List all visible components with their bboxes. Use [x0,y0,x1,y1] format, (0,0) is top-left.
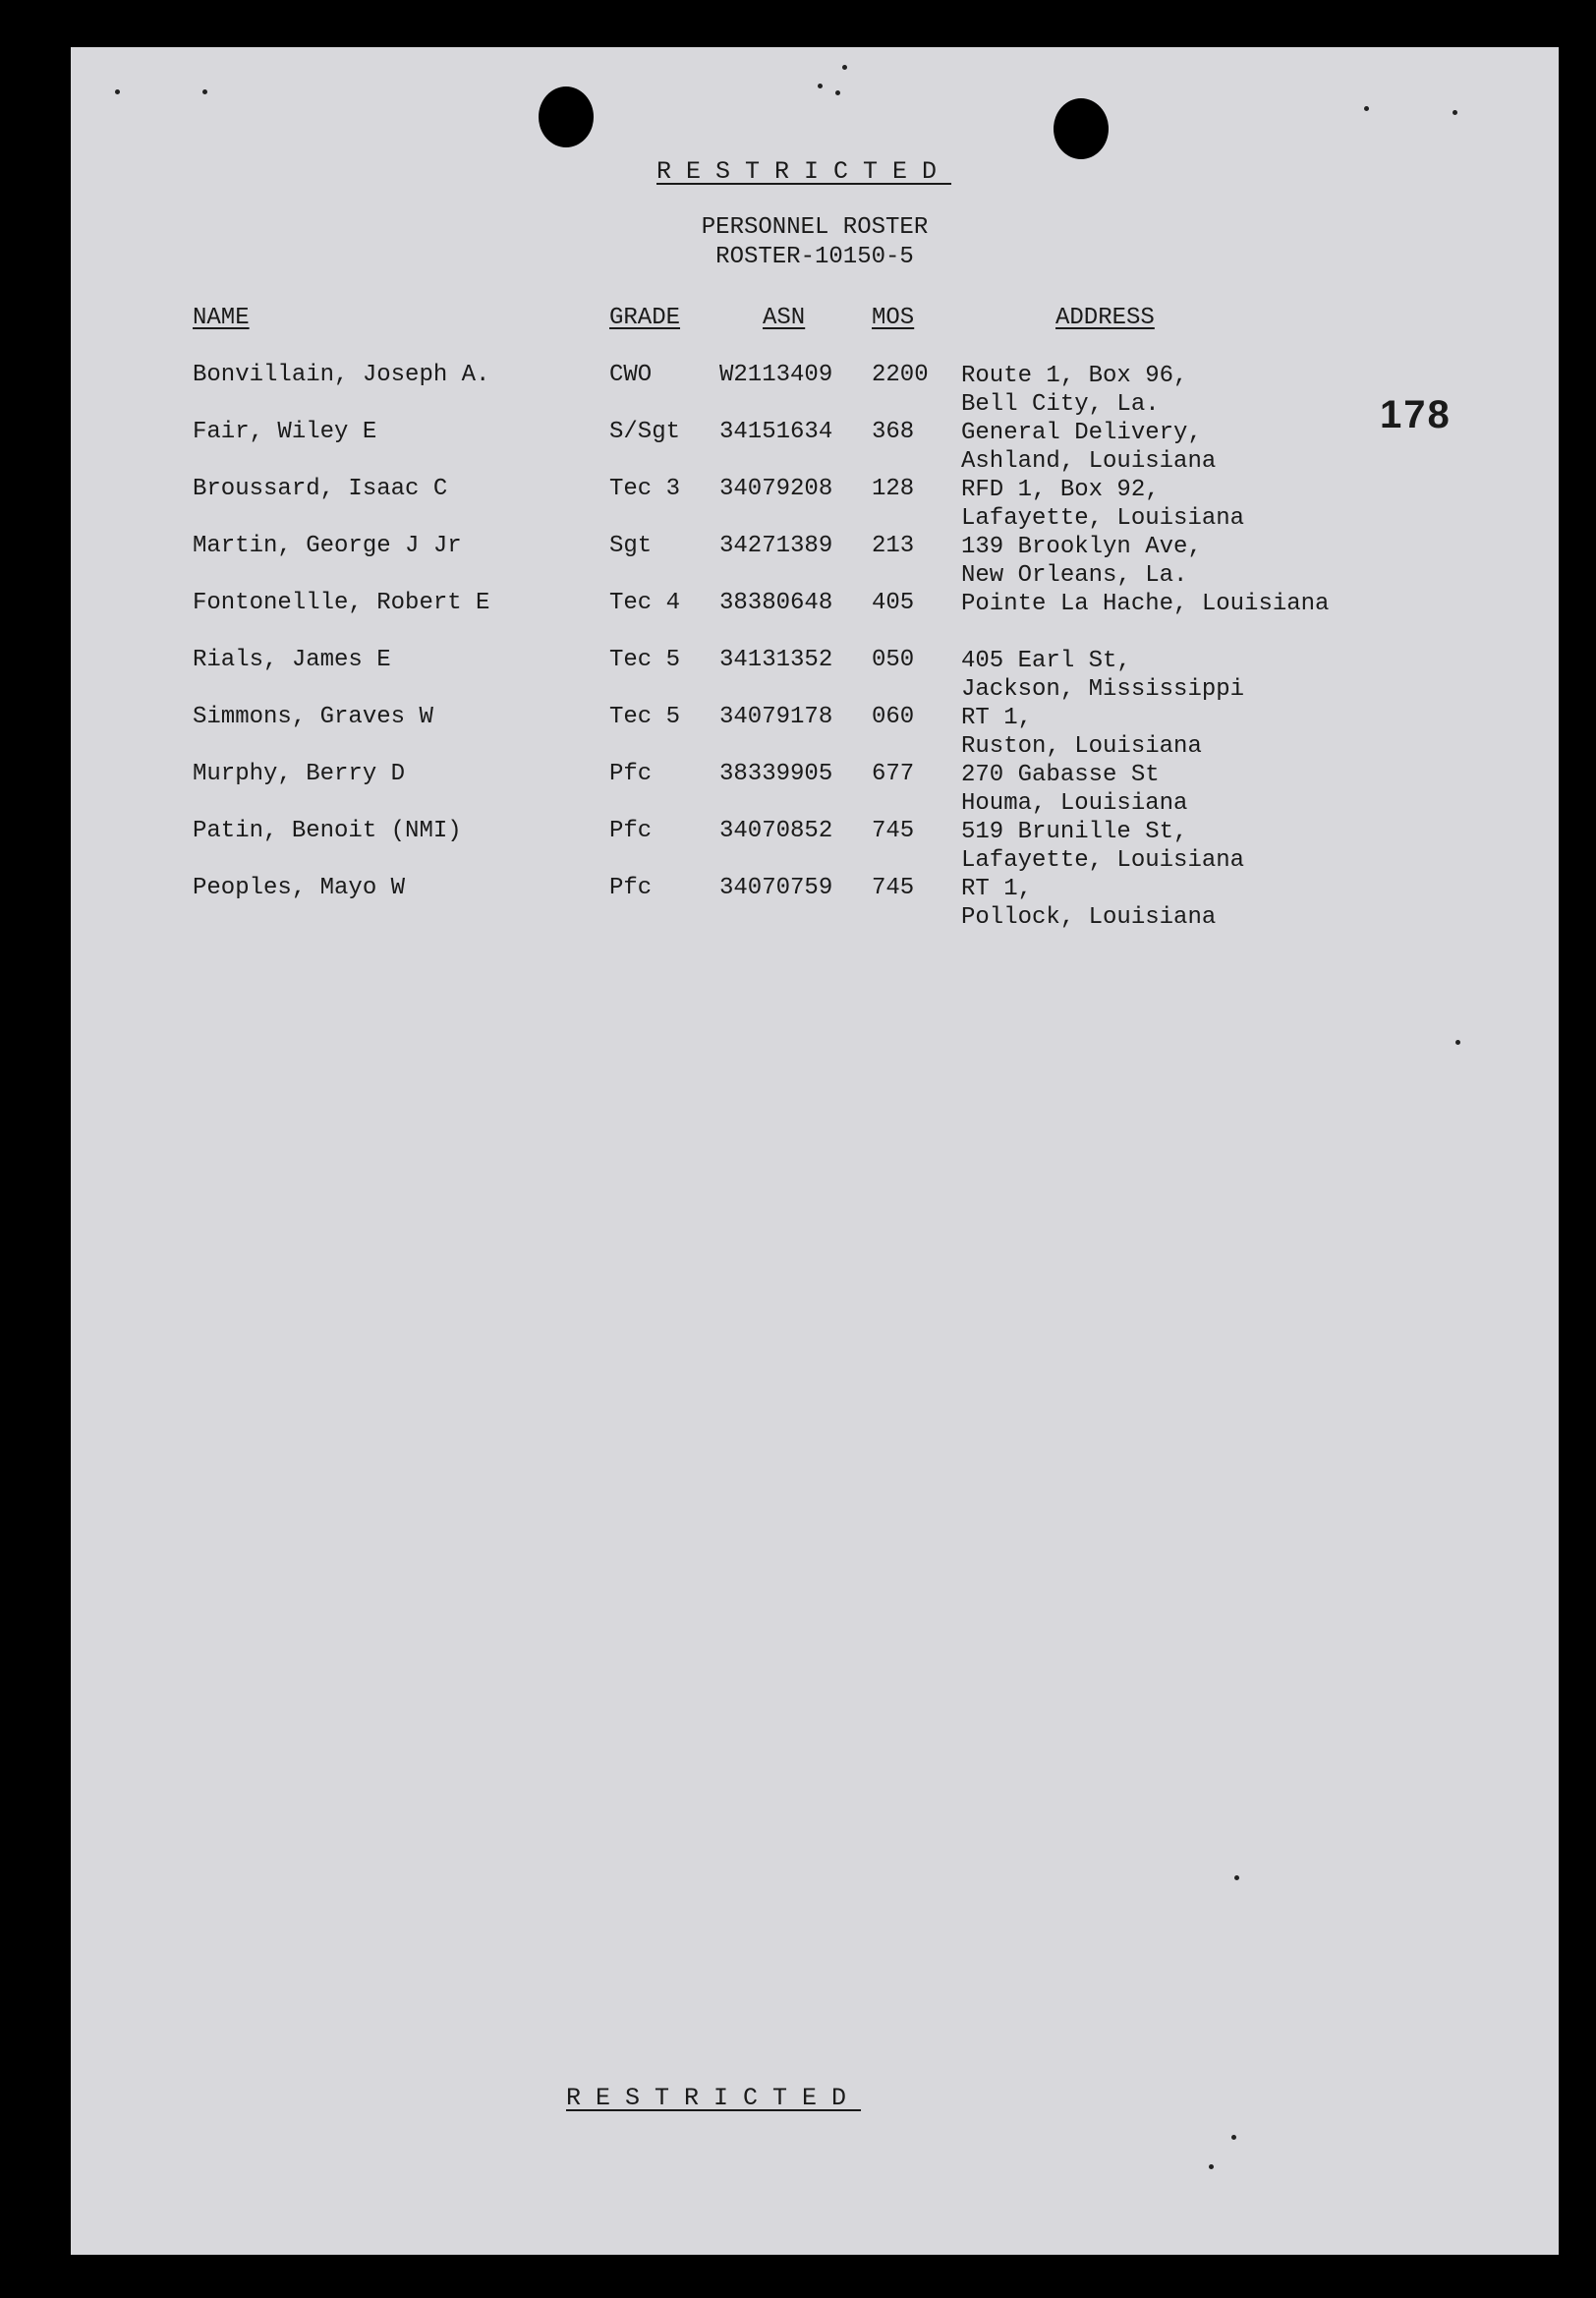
row-asn: 38339905 [719,761,833,787]
row-name: Bonvillain, Joseph A. [193,362,490,388]
row-grade: Tec 5 [609,704,681,730]
classification-bottom: RESTRICTED [566,2084,862,2112]
classification-top: RESTRICTED [656,157,952,186]
row-mos: 2200 [872,362,929,388]
row-address [961,362,1187,419]
address-line-2: Lafayette, Louisiana [961,847,1245,874]
row-mos: 213 [872,533,915,559]
row-address [961,419,1216,476]
row-grade: Pfc [609,761,653,787]
address-line-1: 405 Earl St, [961,648,1131,674]
row-asn: 34151634 [719,419,833,445]
punch-hole [1054,98,1109,159]
paper-speck [1364,106,1369,111]
address-line-1: RT 1, [961,705,1033,731]
address-line-2: Jackson, Mississippi [961,676,1245,703]
row-grade: Pfc [609,875,653,901]
row-address [961,533,1202,590]
table-row [71,476,1559,533]
row-mos: 745 [872,818,915,844]
address-line-2: Bell City, La. [961,391,1160,418]
row-name: Broussard, Isaac C [193,476,448,502]
roster-title: PERSONNEL ROSTER [701,214,929,241]
paper-speck [1231,2135,1236,2140]
address-line-1: 270 Gabasse St [961,762,1160,788]
column-header-grade: GRADE [609,305,681,331]
page-number: 178 [1380,393,1452,436]
paper-speck [835,90,840,95]
row-asn: 34131352 [719,647,833,673]
row-name: Simmons, Graves W [193,704,433,730]
row-name: Murphy, Berry D [193,761,406,787]
table-row [71,704,1559,761]
row-asn: W2113409 [719,362,833,388]
row-address [961,590,1329,618]
paper-speck [1209,2164,1214,2169]
row-address [961,875,1216,932]
row-asn: 34271389 [719,533,833,559]
column-header-mos: MOS [872,305,915,331]
table-row [71,590,1559,647]
column-header-name: NAME [193,305,250,331]
row-grade: Tec 4 [609,590,681,616]
table-row [71,875,1559,932]
row-name: Peoples, Mayo W [193,875,406,901]
row-mos: 745 [872,875,915,901]
paper-speck [1455,1040,1460,1045]
row-address [961,647,1244,704]
row-asn: 34070759 [719,875,833,901]
row-grade: CWO [609,362,653,388]
address-line-2: New Orleans, La. [961,562,1188,589]
row-mos: 677 [872,761,915,787]
row-grade: Tec 3 [609,476,681,502]
row-grade: S/Sgt [609,419,681,445]
address-line-2: Houma, Louisiana [961,790,1188,817]
row-grade: Pfc [609,818,653,844]
table-row [71,533,1559,590]
address-line-1: 139 Brooklyn Ave, [961,534,1202,560]
address-line-1: General Delivery, [961,420,1202,446]
punch-hole [539,86,594,147]
row-name: Fontonellle, Robert E [193,590,490,616]
paper-speck [115,89,120,94]
table-row [71,761,1559,818]
row-asn: 34079208 [719,476,833,502]
table-row [71,362,1559,419]
table-row [71,818,1559,875]
address-line-1: RFD 1, Box 92, [961,477,1160,503]
paper-speck [202,89,207,94]
paper-speck [1453,110,1457,115]
row-mos: 128 [872,476,915,502]
column-header-asn: ASN [763,305,806,331]
row-address [961,476,1244,533]
column-header-address: ADDRESS [1055,305,1155,331]
row-asn: 34079178 [719,704,833,730]
row-asn: 38380648 [719,590,833,616]
row-name: Patin, Benoit (NMI) [193,818,462,844]
address-line-1: RT 1, [961,876,1033,902]
table-row [71,647,1559,704]
address-line-1: Route 1, Box 96, [961,363,1188,389]
row-name: Rials, James E [193,647,391,673]
row-address [961,818,1244,875]
row-address [961,704,1202,761]
paper-speck [818,84,823,88]
paper-speck [842,65,847,70]
row-asn: 34070852 [719,818,833,844]
address-line-2: Lafayette, Louisiana [961,505,1245,532]
row-grade: Sgt [609,533,653,559]
row-mos: 050 [872,647,915,673]
paper-speck [1234,1875,1239,1880]
row-mos: 405 [872,590,915,616]
address-line-1: Pointe La Hache, Louisiana [961,591,1330,617]
row-mos: 368 [872,419,915,445]
row-grade: Tec 5 [609,647,681,673]
table-row [71,419,1559,476]
row-mos: 060 [872,704,915,730]
address-line-1: 519 Brunille St, [961,819,1188,845]
roster-number: ROSTER-10150-5 [715,244,914,270]
row-name: Fair, Wiley E [193,419,377,445]
row-address [961,761,1187,818]
row-name: Martin, George J Jr [193,533,462,559]
address-line-2: Ruston, Louisiana [961,733,1202,760]
address-line-2: Ashland, Louisiana [961,448,1217,475]
address-line-2: Pollock, Louisiana [961,904,1217,931]
document-page [71,47,1559,2255]
